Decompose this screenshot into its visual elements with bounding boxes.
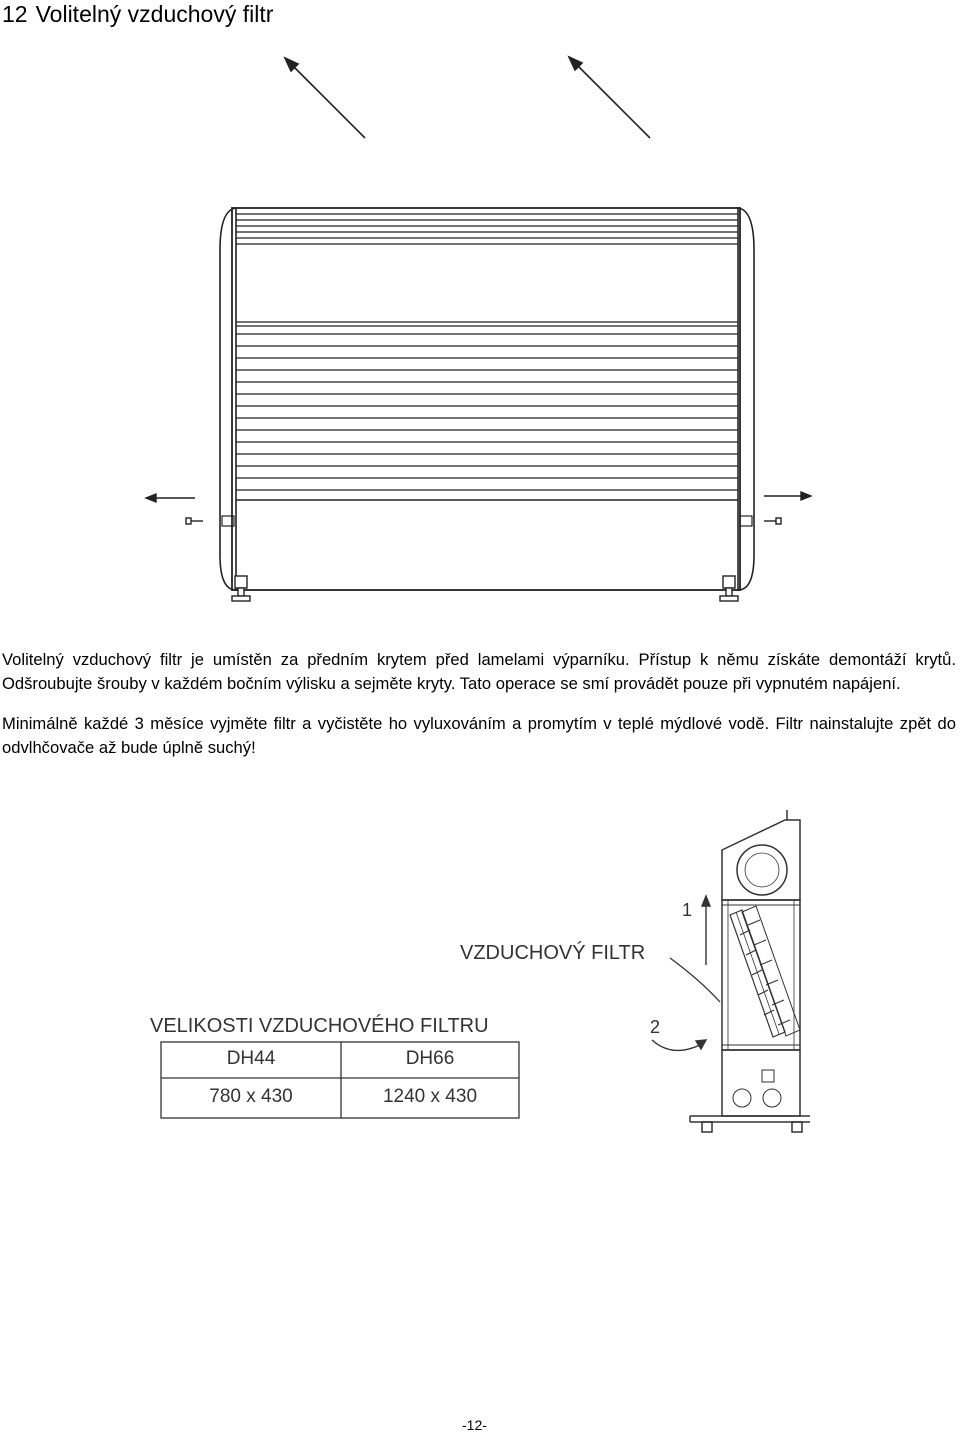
- section-title: Volitelný vzduchový filtr: [35, 1, 274, 27]
- table-header-dh44: DH44: [226, 1048, 276, 1069]
- filter-size-table-title: VELIKOSTI VZDUCHOVÉHO FILTRU: [150, 1015, 489, 1037]
- air-filter-figure: [0, 800, 960, 1145]
- table-value-dh66: 1240 x 430: [382, 1086, 478, 1107]
- table-header-dh66: DH66: [405, 1048, 455, 1069]
- swing-arrow-icon: [652, 1040, 706, 1050]
- cover-lift-arrow-right: [569, 57, 650, 138]
- section-number: 12: [2, 1, 28, 27]
- dehumidifier-front-view: [220, 208, 754, 590]
- page-number: -12-: [462, 1417, 487, 1433]
- paragraph-access: Volitelný vzduchový filtr je umístěn za předním krytem před lamelami výparníku. Přístup k němu získáte demontáží krytů. Odšroubujte šrouby v každém bočním výlisku a sejměte kryty. Tato operace se smí provádět pouze při vypnutém napájení.: [2, 650, 956, 693]
- front-cover-removal-figure: [0, 50, 960, 610]
- adjustable-foot-left: [232, 576, 250, 601]
- lift-arrow-icon: [702, 896, 710, 965]
- cover-removal-arrow-right: [764, 492, 811, 500]
- callout-1: 1: [682, 900, 693, 920]
- grille-slats-top: [236, 214, 738, 244]
- air-filter-element: [730, 910, 785, 1037]
- table-value-dh44: 780 x 430: [209, 1086, 293, 1107]
- callout-2: 2: [650, 1017, 661, 1037]
- adjustable-foot-right: [720, 576, 738, 601]
- screw-icon: [764, 518, 781, 524]
- filter-leader-line: [670, 958, 720, 1002]
- evaporator-coil: [742, 906, 800, 1036]
- section-heading: [2, 0, 273, 28]
- cover-lift-arrow-left: [285, 58, 365, 138]
- air-filter-label: VZDUCHOVÝ FILTR: [460, 942, 646, 964]
- paragraph-cleaning: Minimálně každé 3 měsíce vyjměte filtr a vyčistěte ho vyluxováním a promytím v teplé mýdlové vodě. Filtr nainstalujte zpět do odvlhčovače až bude úplně suchý!: [2, 714, 956, 757]
- screw-icon: [186, 518, 203, 524]
- grille-slats-main: [236, 322, 738, 490]
- cover-removal-arrow-left: [146, 494, 195, 502]
